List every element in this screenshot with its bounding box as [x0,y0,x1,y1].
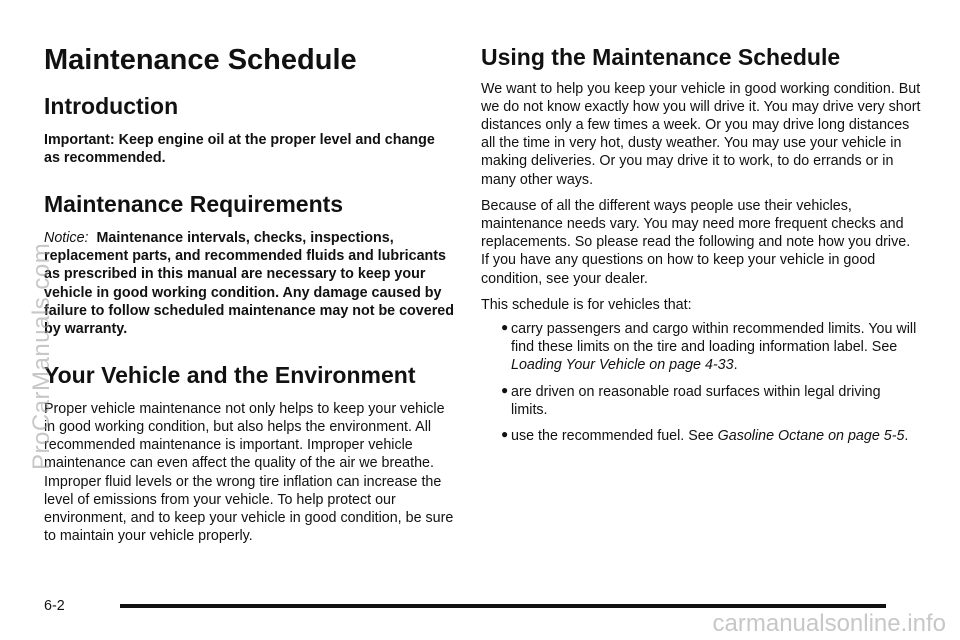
schedule-paragraph-2: Because of all the different ways people use their vehicles, maintenance needs vary. You may need more frequent checks and replacements. So please read the following and note how you drive. If you have any questions on how to keep your vehicle in good condition, see your dealer. [481,197,911,287]
right-column [481,44,921,453]
introduction-text: Important: Keep engine oil at the proper level and change as recommended. [44,131,435,167]
notice-label: Notice: [44,229,89,246]
maintenance-requirements-heading: Maintenance Requirements [44,191,344,218]
footer-divider [120,604,886,608]
schedule-paragraph-3: This schedule is for vehicles that: [481,296,692,313]
bottom-watermark: carmanualsonline.info [712,610,946,637]
list-item: ● carry passengers and cargo within recommended limits. You will find these limits on the tire and loading information label. See Loading Your Vehicle on page 4-33. [501,320,917,374]
notice-paragraph [44,229,454,338]
environment-heading: Your Vehicle and the Environment [44,362,416,389]
bullet-icon: ● [501,320,509,335]
notice-text: Maintenance intervals, checks, inspections, replacement parts, and recommended fluids and lubricants as prescribed in this manual are necessary to keep your vehicle in good working condition. Any damage caused by failure to follow scheduled maintenance may not be covered by warranty. [44,229,454,337]
page-reference-link[interactable]: Loading Your Vehicle on page 4-33 [511,357,734,374]
introduction-heading: Introduction [44,93,179,120]
bullet-icon: ● [501,382,509,397]
using-schedule-heading: Using the Maintenance Schedule [481,44,841,70]
side-watermark: ProCarManuals.com [28,242,55,470]
page-number: 6-2 [44,598,65,614]
environment-text: Proper vehicle maintenance not only helps to keep your vehicle in good working condition, but also helps the environment. All recommended maintenance is important. Improper vehicle maintenance can even affect the quality of the air we breathe. Improper fluid levels or the wrong tire inflation can increase the level of emissions from your vehicle. To help protect our environment, and to keep your vehicle in good condition, be sure to maintain your vehicle properly. [44,400,454,545]
page-title: Maintenance Schedule [44,44,357,76]
schedule-paragraph-1: We want to help you keep your vehicle in good working condition. But we do not know exactly how you will drive it. You may drive very short distances only a few times a week. Or you may drive long distances all the time in very hot, dusty weather. You may use your vehicle in making deliveries. Or you may drive it to work, to do errands or in many other ways. [481,80,921,188]
vehicle-conditions-list [481,320,921,445]
page-reference-link[interactable]: Gasoline Octane on page 5-5 [717,428,905,445]
left-column [44,44,454,545]
list-item: ● are driven on reasonable road surfaces within legal driving limits. [501,382,881,418]
list-item: ● use the recommended fuel. See Gasoline Octane on page 5-5. [501,427,909,445]
bullet-icon: ● [501,427,509,442]
